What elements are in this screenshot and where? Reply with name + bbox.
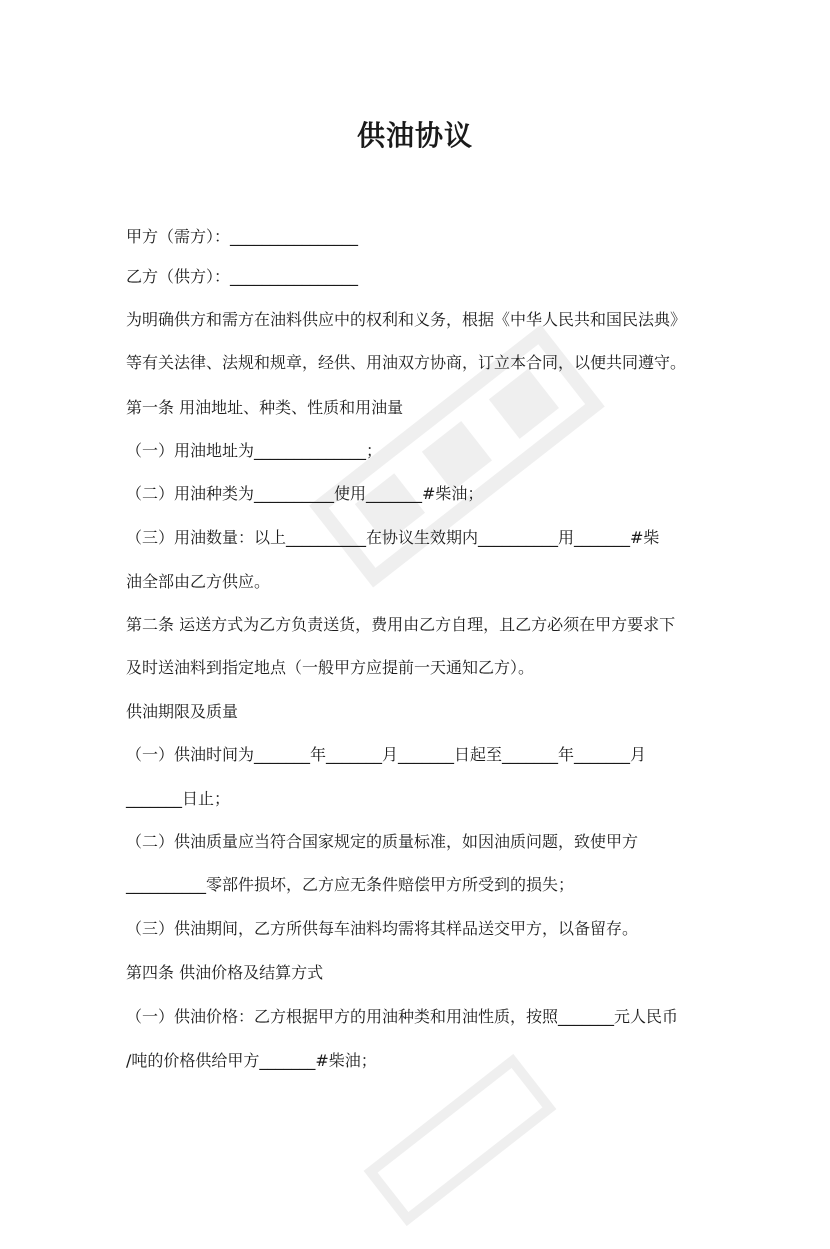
article-4-heading: 第四条 供油价格及结算方式	[126, 963, 324, 982]
preamble-line-1: 为明确供方和需方在油料供应中的权利和义务，根据《中华人民共和国民法典》	[126, 310, 687, 329]
article-4-item-1-line-1: （一）供油价格：乙方根据甲方的用油种类和用油性质，按照_______元人民币	[126, 1007, 679, 1026]
article-1-item-3-line-1: （三）用油数量：以上__________在协议生效期内__________用_______#柴	[126, 528, 660, 547]
preamble-line-2: 等有关法律、法规和规章，经供、用油双方协商，订立本合同，以便共同遵守。	[126, 353, 687, 372]
supply-period-item-3: （三）供油期间，乙方所供每车油料均需将其样品送交甲方，以备留存。	[126, 919, 639, 938]
supply-period-heading: 供油期限及质量	[126, 702, 239, 721]
article-2-line-2: 及时送油料到指定地点（一般甲方应提前一天通知乙方）。	[126, 658, 535, 677]
document-title: 供油协议	[356, 119, 473, 152]
article-1-item-2: （二）用油种类为__________使用_______#柴油；	[126, 484, 484, 503]
article-1-item-1: （一）用油地址为______________；	[126, 441, 383, 460]
party-a-line: 甲方（需方）：________________	[126, 227, 359, 246]
supply-period-item-1-line-2: _______日止；	[126, 789, 231, 808]
supply-period-item-2-line-1: （二）供油质量应当符合国家规定的质量标准，如因油质问题，致使甲方	[126, 832, 639, 851]
supply-period-item-1-line-1: （一）供油时间为_______年_______月_______日起至_______年_______月	[126, 745, 647, 764]
article-1-item-3-line-2: 油全部由乙方供应。	[126, 572, 271, 591]
article-2-line-1: 第二条 运送方式为乙方负责送货，费用由乙方自理，且乙方必须在甲方要求下	[126, 615, 676, 634]
party-b-line: 乙方（供方）：________________	[126, 267, 359, 286]
article-1-heading: 第一条 用油地址、种类、性质和用油量	[126, 398, 404, 417]
article-4-item-1-line-2: /吨的价格供给甲方_______#柴油；	[126, 1051, 377, 1070]
supply-period-item-2-line-2: __________零部件损坏，乙方应无条件赔偿甲方所受到的损失；	[126, 875, 575, 894]
